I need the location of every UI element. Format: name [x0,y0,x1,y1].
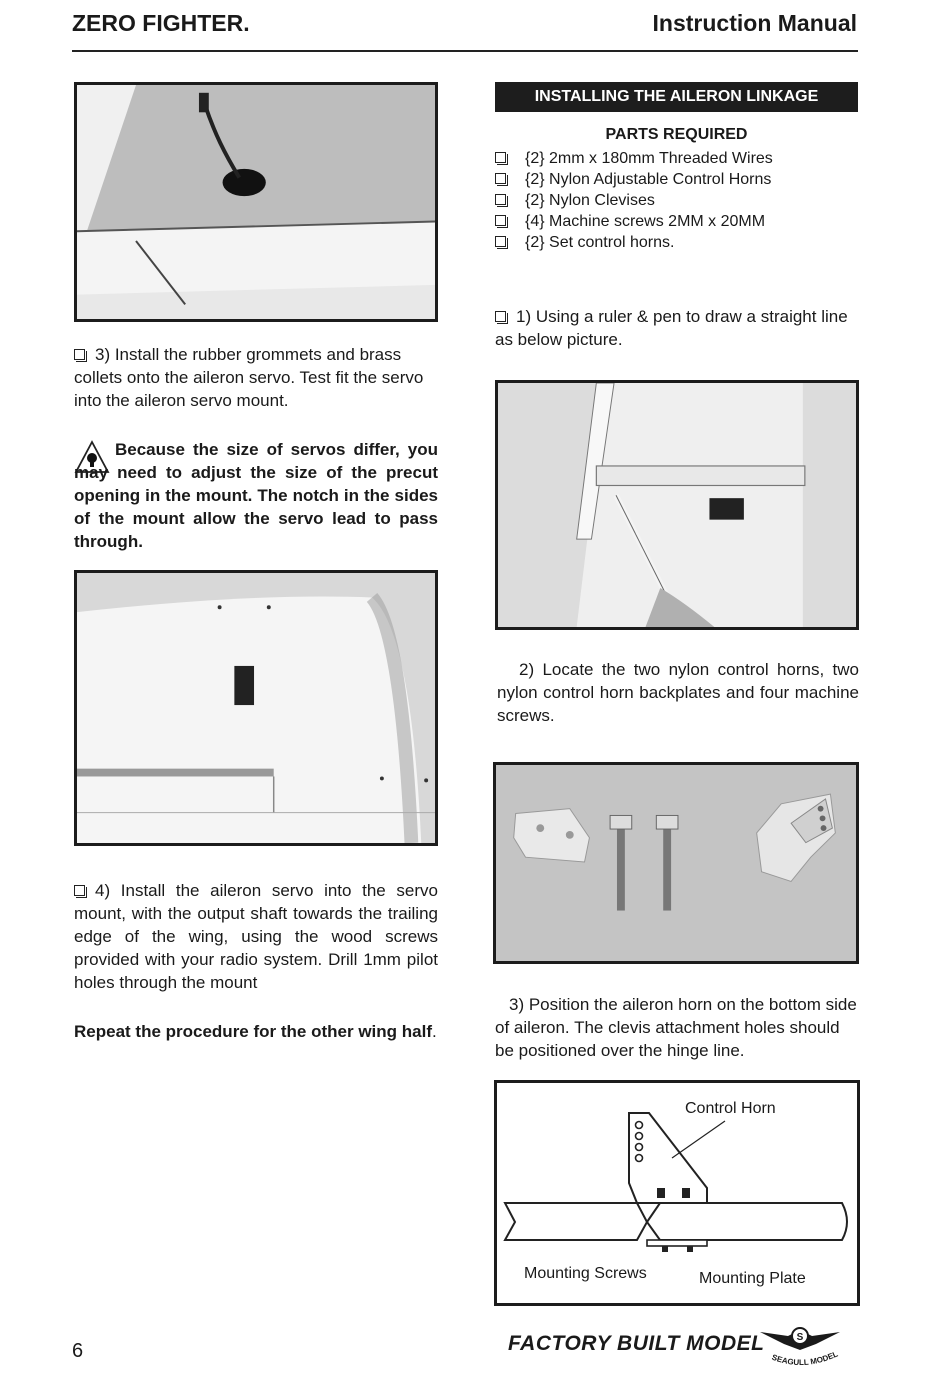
svg-text:S: S [796,1332,804,1343]
checkbox-icon[interactable] [495,152,506,163]
step4-paragraph [74,879,438,994]
checkbox-icon[interactable] [74,349,85,360]
checkbox-icon[interactable] [495,194,506,205]
photo-ruler-line [495,380,859,630]
list-item: {2} Nylon Adjustable Control Horns [495,169,858,190]
list-item: {4} Machine screws 2MM x 20MM [495,211,858,232]
seagull-logo-icon [758,1322,842,1372]
header-title-right: Instruction Manual [652,10,857,36]
step2-text: 2) Locate the two nylon control horns, two nylon control horn backplates and four machine screws. [497,660,859,725]
photo-servo-lead-wing [74,82,438,322]
photo-servo-in-wing [74,570,438,846]
warning-text: Because the size of servos differ, you may need to adjust the size of the precut opening in the mount. The notch in the sides of the mount allow the servo lead to pass through. [74,440,438,551]
checkbox-icon[interactable] [495,311,506,322]
step1-text: 1) Using a ruler & pen to draw a straight line as below picture. [495,307,848,349]
section-title-bar: INSTALLING THE AILERON LINKAGE [495,82,858,112]
header-divider [72,50,858,52]
label-mounting-plate: Mounting Plate [699,1270,806,1287]
label-control-horn: Control Horn [685,1100,776,1117]
footer-brand: FACTORY BUILT MODEL [508,1332,765,1355]
checkbox-icon[interactable] [495,173,506,184]
step3-left-paragraph [74,343,440,412]
checkbox-icon[interactable] [74,885,85,896]
checkbox-icon[interactable] [495,236,506,247]
repeat-note-end: . [431,1022,437,1041]
control-horn-diagram [494,1080,860,1306]
list-item: {2} Nylon Clevises [495,190,858,211]
step3-right-text: 3) Position the aileron horn on the bottom side of aileron. The clevis attachment holes should be positioned over the hinge line. [495,995,857,1060]
label-mounting-screws: Mounting Screws [524,1265,647,1282]
list-item: {2} 2mm x 180mm Threaded Wires [495,148,858,169]
repeat-note-bold: Repeat the procedure for the other wing half [74,1022,432,1041]
step4-text: 4) Install the aileron servo into the servo mount, with the output shaft towards the trailing edge of the wing, using the wood screws provided with your radio system. Drill 1mm pilot holes through the mount [74,881,438,992]
list-item: {2} Set control horns. [495,232,858,253]
header-title-left: ZERO FIGHTER. [72,10,250,36]
checkbox-icon[interactable] [495,215,506,226]
svg-text:SEAGULL MODEL [771,1349,840,1367]
step1-paragraph [495,305,859,351]
photo-control-horn-parts [493,762,859,964]
repeat-note [74,1020,438,1043]
parts-required-title: PARTS REQUIRED [605,126,748,143]
logo-text: SEAGULL MODEL [770,1349,840,1368]
page-number: 6 [72,1340,84,1362]
step3-left-text: 3) Install the rubber grommets and brass collets onto the aileron servo. Test fit the servo into the aileron servo mount. [74,345,424,410]
parts-list [495,148,858,253]
